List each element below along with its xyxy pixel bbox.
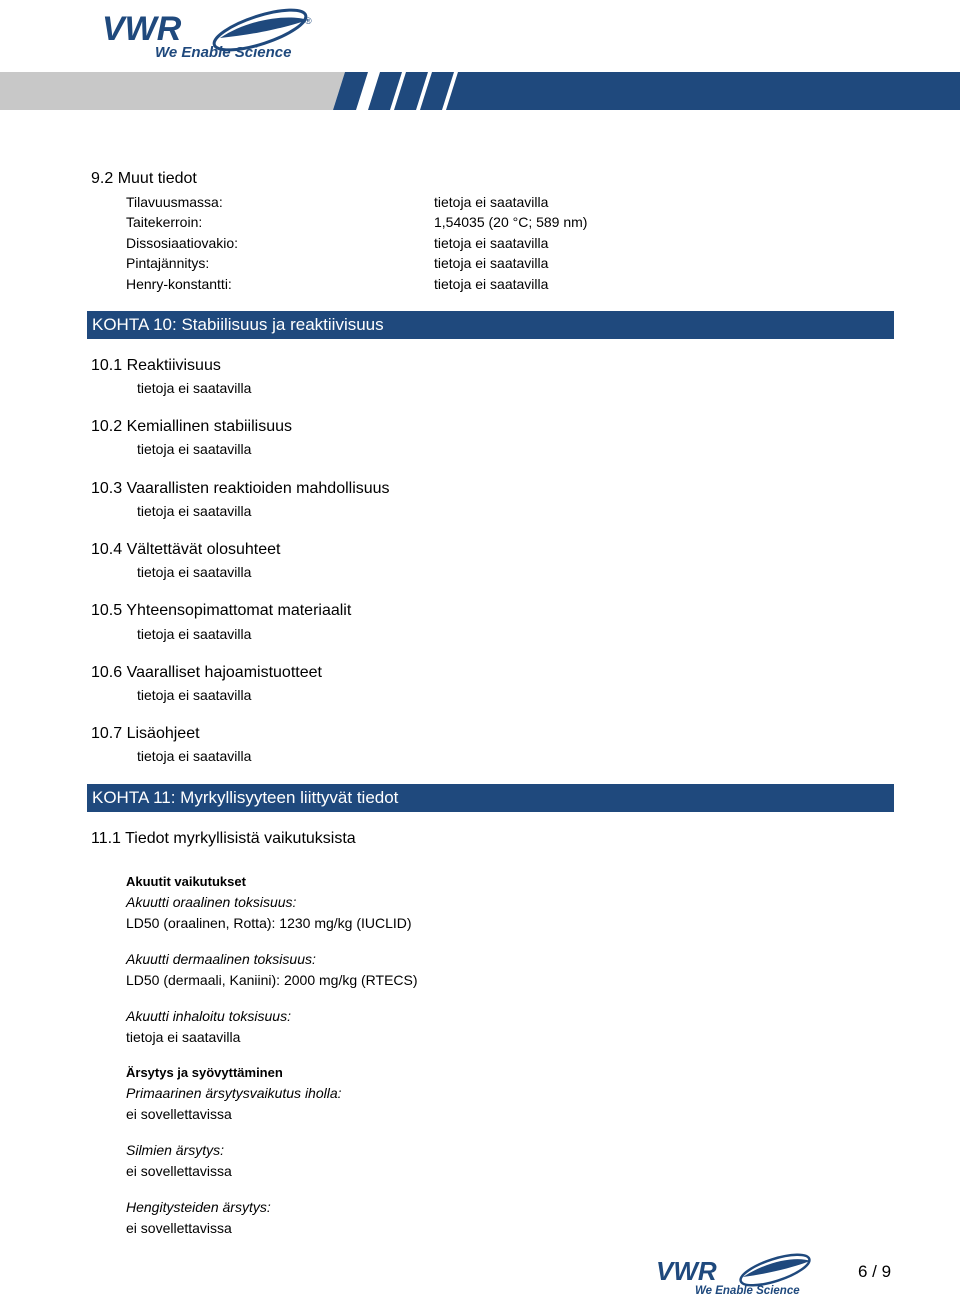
footer-logo-wordmark: VWR [656,1256,717,1286]
respiratory-irritation-label: Hengitysteiden ärsytys: [126,1199,271,1215]
section-11-header: KOHTA 11: Myrkyllisyyteen liittyvät tiedot [87,784,894,812]
skin-irritation-value: ei sovellettavissa [126,1106,232,1122]
subsection-title: 10.1 Reaktiivisuus [91,357,221,374]
oral-toxicity-value: LD50 (oraalinen, Rotta): 1230 mg/kg (IUCLID) [126,915,412,931]
subsection-value: tietoja ei saatavilla [137,626,252,642]
dermal-toxicity-value: LD50 (dermaali, Kaniini): 2000 mg/kg (RTECS) [126,972,418,988]
logo-wordmark: VWR [102,10,182,48]
respiratory-irritation-value: ei sovellettavissa [126,1220,232,1236]
vwr-logo [100,8,315,64]
subsection-value: tietoja ei saatavilla [137,687,252,703]
prop-label: Taitekerroin: [126,214,203,230]
subsection-value: tietoja ei saatavilla [137,564,252,580]
prop-value: 1,54035 (20 °C; 589 nm) [434,214,588,230]
inhalation-toxicity-value: tietoja ei saatavilla [126,1029,241,1045]
inhalation-toxicity-label: Akuutti inhaloitu toksisuus: [126,1008,291,1024]
footer-logo-tagline: We Enable Science [695,1285,800,1297]
acute-effects-heading: Akuutit vaikutukset [126,874,246,889]
subsection-value: tietoja ei saatavilla [137,380,252,396]
subsection-value: tietoja ei saatavilla [137,441,252,457]
prop-value: tietoja ei saatavilla [434,255,549,271]
oral-toxicity-label: Akuutti oraalinen toksisuus: [126,894,297,910]
svg-text:®: ® [305,16,312,26]
section-9-2-title: 9.2 Muut tiedot [91,170,197,187]
prop-value: tietoja ei saatavilla [434,276,549,292]
subsection-title: 10.4 Vältettävät olosuhteet [91,541,281,558]
subsection-value: tietoja ei saatavilla [137,503,252,519]
header-band [0,72,960,110]
dermal-toxicity-label: Akuutti dermaalinen toksisuus: [126,951,316,967]
subsection-title: 10.3 Vaarallisten reaktioiden mahdollisuus [91,480,390,497]
prop-label: Dissosiaatiovakio: [126,235,239,251]
footer-vwr-logo [655,1250,815,1298]
subsection-title: 10.2 Kemiallinen stabiilisuus [91,418,292,435]
section-10-header: KOHTA 10: Stabiilisuus ja reaktiivisuus [87,311,894,339]
prop-value: tietoja ei saatavilla [434,235,549,251]
subsection-title: 10.7 Lisäohjeet [91,725,200,742]
irritation-heading: Ärsytys ja syövyttäminen [126,1065,283,1080]
subsection-title: 10.5 Yhteensopimattomat materiaalit [91,602,352,619]
eye-irritation-value: ei sovellettavissa [126,1163,232,1179]
page-number: 6 / 9 [858,1262,892,1281]
prop-label: Pintajännitys: [126,255,210,271]
prop-label: Henry-konstantti: [126,276,232,292]
subsection-title: 10.6 Vaaralliset hajoamistuotteet [91,664,322,681]
prop-label: Tilavuusmassa: [126,194,223,210]
logo-tagline: We Enable Science [155,44,292,61]
eye-irritation-label: Silmien ärsytys: [126,1142,225,1158]
subsection-title: 11.1 Tiedot myrkyllisistä vaikutuksista [91,830,356,847]
prop-value: tietoja ei saatavilla [434,194,549,210]
skin-irritation-label: Primaarinen ärsytysvaikutus iholla: [126,1085,342,1101]
subsection-value: tietoja ei saatavilla [137,748,252,764]
